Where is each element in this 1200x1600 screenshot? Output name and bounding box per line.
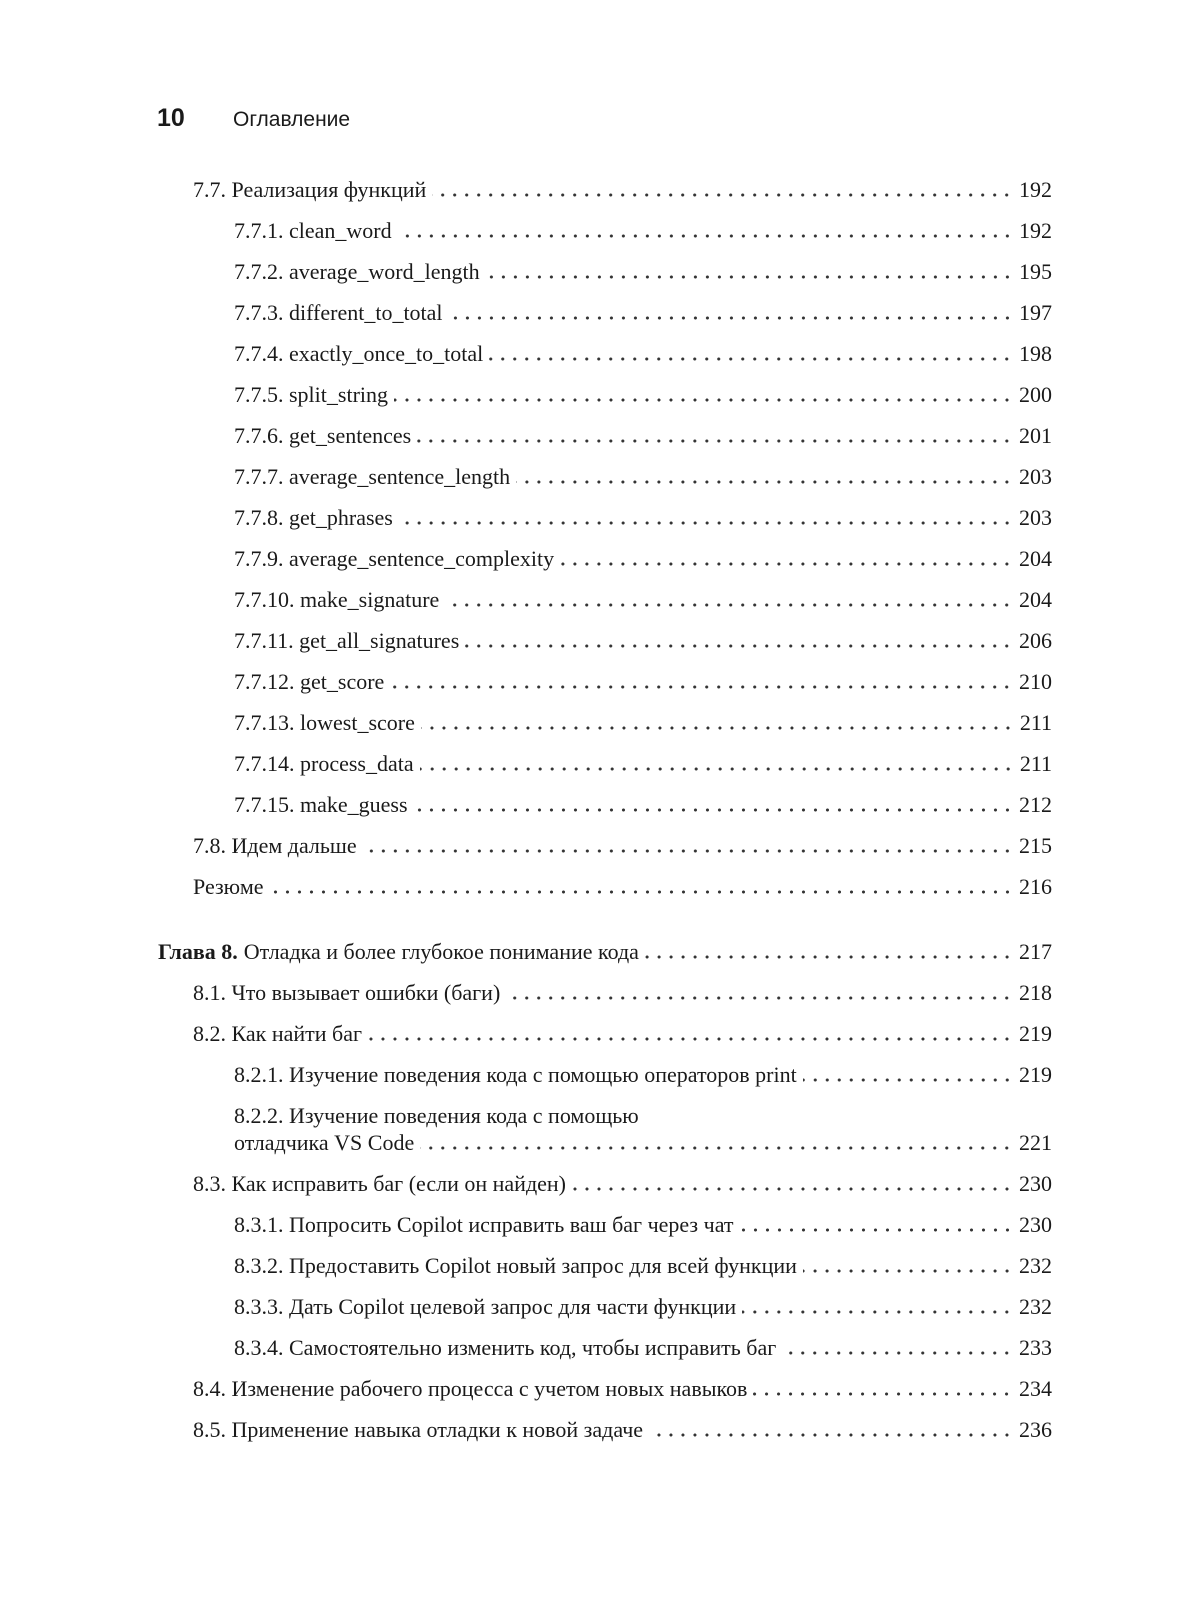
toc-entry-title: 7.7.15. make_guess bbox=[234, 792, 408, 817]
toc-entry bbox=[234, 668, 1052, 695]
toc-entry-page: 232 bbox=[1019, 1253, 1052, 1278]
dot-leader bbox=[486, 275, 1013, 279]
toc-entry-page: 217 bbox=[1019, 939, 1052, 964]
toc-entry-page: 215 bbox=[1019, 833, 1052, 858]
toc-entry-title: 7.7.12. get_score bbox=[234, 669, 385, 694]
dot-leader bbox=[390, 685, 1013, 689]
page-number: 10 bbox=[157, 104, 185, 132]
toc-entry-title: 7.7.6. get_sentences bbox=[234, 423, 412, 448]
page-header bbox=[157, 104, 350, 140]
toc-entry-page: 232 bbox=[1019, 1294, 1052, 1319]
toc-entry bbox=[193, 832, 1052, 859]
toc-entry bbox=[234, 750, 1052, 777]
dot-leader bbox=[420, 1146, 1013, 1150]
dot-leader bbox=[398, 234, 1013, 238]
toc-chapter-entry bbox=[158, 938, 1052, 965]
toc-entry bbox=[234, 545, 1052, 572]
toc-entry-page: 204 bbox=[1019, 546, 1052, 571]
toc-entry-title: 8.4. Изменение рабочего процесса с учетом новых навыков bbox=[193, 1376, 748, 1401]
toc-entry-title: 7.7.7. average_sentence_length bbox=[234, 464, 511, 489]
toc-entry-title: 8.2. Как найти баг bbox=[193, 1021, 363, 1046]
toc-entry bbox=[193, 979, 1052, 1006]
toc-entry-title: Резюме bbox=[193, 874, 264, 899]
toc-entry bbox=[234, 709, 1052, 736]
dot-leader bbox=[449, 316, 1013, 320]
toc-entry-page: 204 bbox=[1019, 587, 1052, 612]
dot-leader bbox=[445, 603, 1013, 607]
dot-leader bbox=[645, 955, 1013, 959]
dot-leader bbox=[394, 398, 1013, 402]
toc-entry bbox=[234, 1252, 1052, 1279]
toc-entry bbox=[234, 504, 1052, 531]
toc-entry-page: 230 bbox=[1019, 1171, 1052, 1196]
toc-entry-title: 8.3.1. Попросить Copilot исправить ваш баг через чат bbox=[234, 1212, 734, 1237]
toc-entry-line bbox=[234, 1102, 1052, 1129]
toc-entry-title: 7.7.14. process_data bbox=[234, 751, 414, 776]
toc-entry-page: 210 bbox=[1019, 669, 1052, 694]
toc-entry-title: 8.3.3. Дать Copilot целевой запрос для части функции bbox=[234, 1294, 737, 1319]
toc-entry-title: 7.7.11. get_all_signatures bbox=[234, 628, 460, 653]
toc-entry-line bbox=[234, 1129, 1052, 1156]
toc-entry-page: 212 bbox=[1019, 792, 1052, 817]
dot-leader bbox=[417, 439, 1013, 443]
toc-entry-title: 7.7.8. get_phrases bbox=[234, 505, 393, 530]
toc-entry bbox=[234, 1334, 1052, 1361]
toc-entry-title-continued: отладчика VS Code bbox=[234, 1130, 415, 1155]
toc-entry-page: 216 bbox=[1019, 874, 1052, 899]
toc-entry-page: 234 bbox=[1019, 1376, 1052, 1401]
toc-entry bbox=[193, 873, 1052, 900]
dot-leader bbox=[516, 480, 1013, 484]
toc-entry bbox=[234, 627, 1052, 654]
toc-entry-page: 203 bbox=[1019, 464, 1052, 489]
dot-leader bbox=[740, 1228, 1013, 1232]
toc-entry-title: 7.7.3. different_to_total bbox=[234, 300, 443, 325]
dot-leader bbox=[572, 1187, 1013, 1191]
dot-leader bbox=[753, 1392, 1013, 1396]
toc-entry bbox=[234, 340, 1052, 367]
toc-entry-page: 211 bbox=[1019, 710, 1052, 735]
toc-entry-page: 200 bbox=[1019, 382, 1052, 407]
dot-leader bbox=[649, 1433, 1013, 1437]
toc-entry-page: 197 bbox=[1019, 300, 1052, 325]
dot-leader bbox=[803, 1269, 1013, 1273]
toc-entry bbox=[234, 299, 1052, 326]
toc-entry-title: 8.5. Применение навыка отладки к новой задаче bbox=[193, 1417, 644, 1442]
toc-entry bbox=[193, 1375, 1052, 1402]
dot-leader bbox=[414, 808, 1013, 812]
toc-entry-page: 236 bbox=[1019, 1417, 1052, 1442]
dot-leader bbox=[368, 1037, 1013, 1041]
toc-entry-title: 8.1. Что вызывает ошибки (баги) bbox=[193, 980, 501, 1005]
dot-leader bbox=[489, 357, 1013, 361]
toc-entry bbox=[234, 463, 1052, 490]
toc-entry-page: 195 bbox=[1019, 259, 1052, 284]
toc-entry bbox=[234, 217, 1052, 244]
toc-entry bbox=[234, 1293, 1052, 1320]
toc-entry bbox=[193, 1170, 1052, 1197]
dot-leader bbox=[506, 996, 1013, 1000]
toc-entry-title: 7.7.4. exactly_once_to_total bbox=[234, 341, 484, 366]
toc-entry bbox=[234, 258, 1052, 285]
running-title: Оглавление bbox=[233, 108, 351, 131]
toc-entry-title: 8.2.1. Изучение поведения кода с помощью операторов print bbox=[234, 1062, 797, 1087]
toc-entry bbox=[234, 1061, 1052, 1088]
toc-entry-title: 7.7.13. lowest_score bbox=[234, 710, 415, 735]
toc-entry-page: 233 bbox=[1019, 1335, 1052, 1360]
toc-entry-page: 219 bbox=[1019, 1021, 1052, 1046]
dot-leader bbox=[270, 890, 1013, 894]
toc-entry-title: 7.7.9. average_sentence_complexity bbox=[234, 546, 555, 571]
toc-entry-page: 230 bbox=[1019, 1212, 1052, 1237]
dot-leader bbox=[421, 726, 1014, 730]
toc-entry-title: 7.7. Реализация функций bbox=[193, 177, 427, 202]
toc-entry-title: 8.2.2. Изучение поведения кода с помощью bbox=[234, 1103, 639, 1128]
toc-entry-title: 7.8. Идем дальше bbox=[193, 833, 357, 858]
toc-entry-page: 221 bbox=[1019, 1130, 1052, 1155]
chapter-title: Отладка и более глубокое понимание кода bbox=[243, 939, 639, 964]
toc-chapter-title bbox=[158, 938, 639, 965]
toc-entry bbox=[234, 1102, 1052, 1156]
toc-entry bbox=[234, 422, 1052, 449]
toc-entry-page: 192 bbox=[1019, 177, 1052, 202]
chapter-label: Глава 8. bbox=[158, 939, 238, 964]
toc-entry-page: 198 bbox=[1019, 341, 1052, 366]
dot-leader bbox=[420, 767, 1014, 771]
dot-leader bbox=[560, 562, 1013, 566]
dot-leader bbox=[399, 521, 1013, 525]
toc-entry-page: 211 bbox=[1019, 751, 1052, 776]
toc-entry bbox=[193, 1020, 1052, 1047]
toc-entry-title: 7.7.10. make_signature bbox=[234, 587, 440, 612]
dot-leader bbox=[782, 1351, 1013, 1355]
toc-entry bbox=[193, 1416, 1052, 1443]
dot-leader bbox=[363, 849, 1013, 853]
toc-entry-title: 8.3.2. Предоставить Copilot новый запрос для всей функции bbox=[234, 1253, 797, 1278]
dot-leader bbox=[432, 193, 1013, 197]
toc-entry-title: 8.3. Как исправить баг (если он найден) bbox=[193, 1171, 567, 1196]
dot-leader bbox=[803, 1078, 1013, 1082]
toc-entry-page: 219 bbox=[1019, 1062, 1052, 1087]
toc-entry-page: 192 bbox=[1019, 218, 1052, 243]
toc-entry bbox=[234, 1211, 1052, 1238]
toc-entry-page: 201 bbox=[1019, 423, 1052, 448]
toc-entry-title: 7.7.2. average_word_length bbox=[234, 259, 480, 284]
toc-entry bbox=[234, 381, 1052, 408]
toc-entry-page: 218 bbox=[1019, 980, 1052, 1005]
toc-entry-title: 8.3.4. Самостоятельно изменить код, чтобы исправить баг bbox=[234, 1335, 777, 1360]
toc-entry-title: 7.7.5. split_string bbox=[234, 382, 389, 407]
toc-entry bbox=[234, 586, 1052, 613]
dot-leader bbox=[465, 644, 1013, 648]
toc-entry bbox=[193, 176, 1052, 203]
toc-entry-page: 203 bbox=[1019, 505, 1052, 530]
toc-entry-title: 7.7.1. clean_word bbox=[234, 218, 392, 243]
toc-entry-page: 206 bbox=[1019, 628, 1052, 653]
dot-leader bbox=[742, 1310, 1013, 1314]
toc-entry bbox=[234, 791, 1052, 818]
